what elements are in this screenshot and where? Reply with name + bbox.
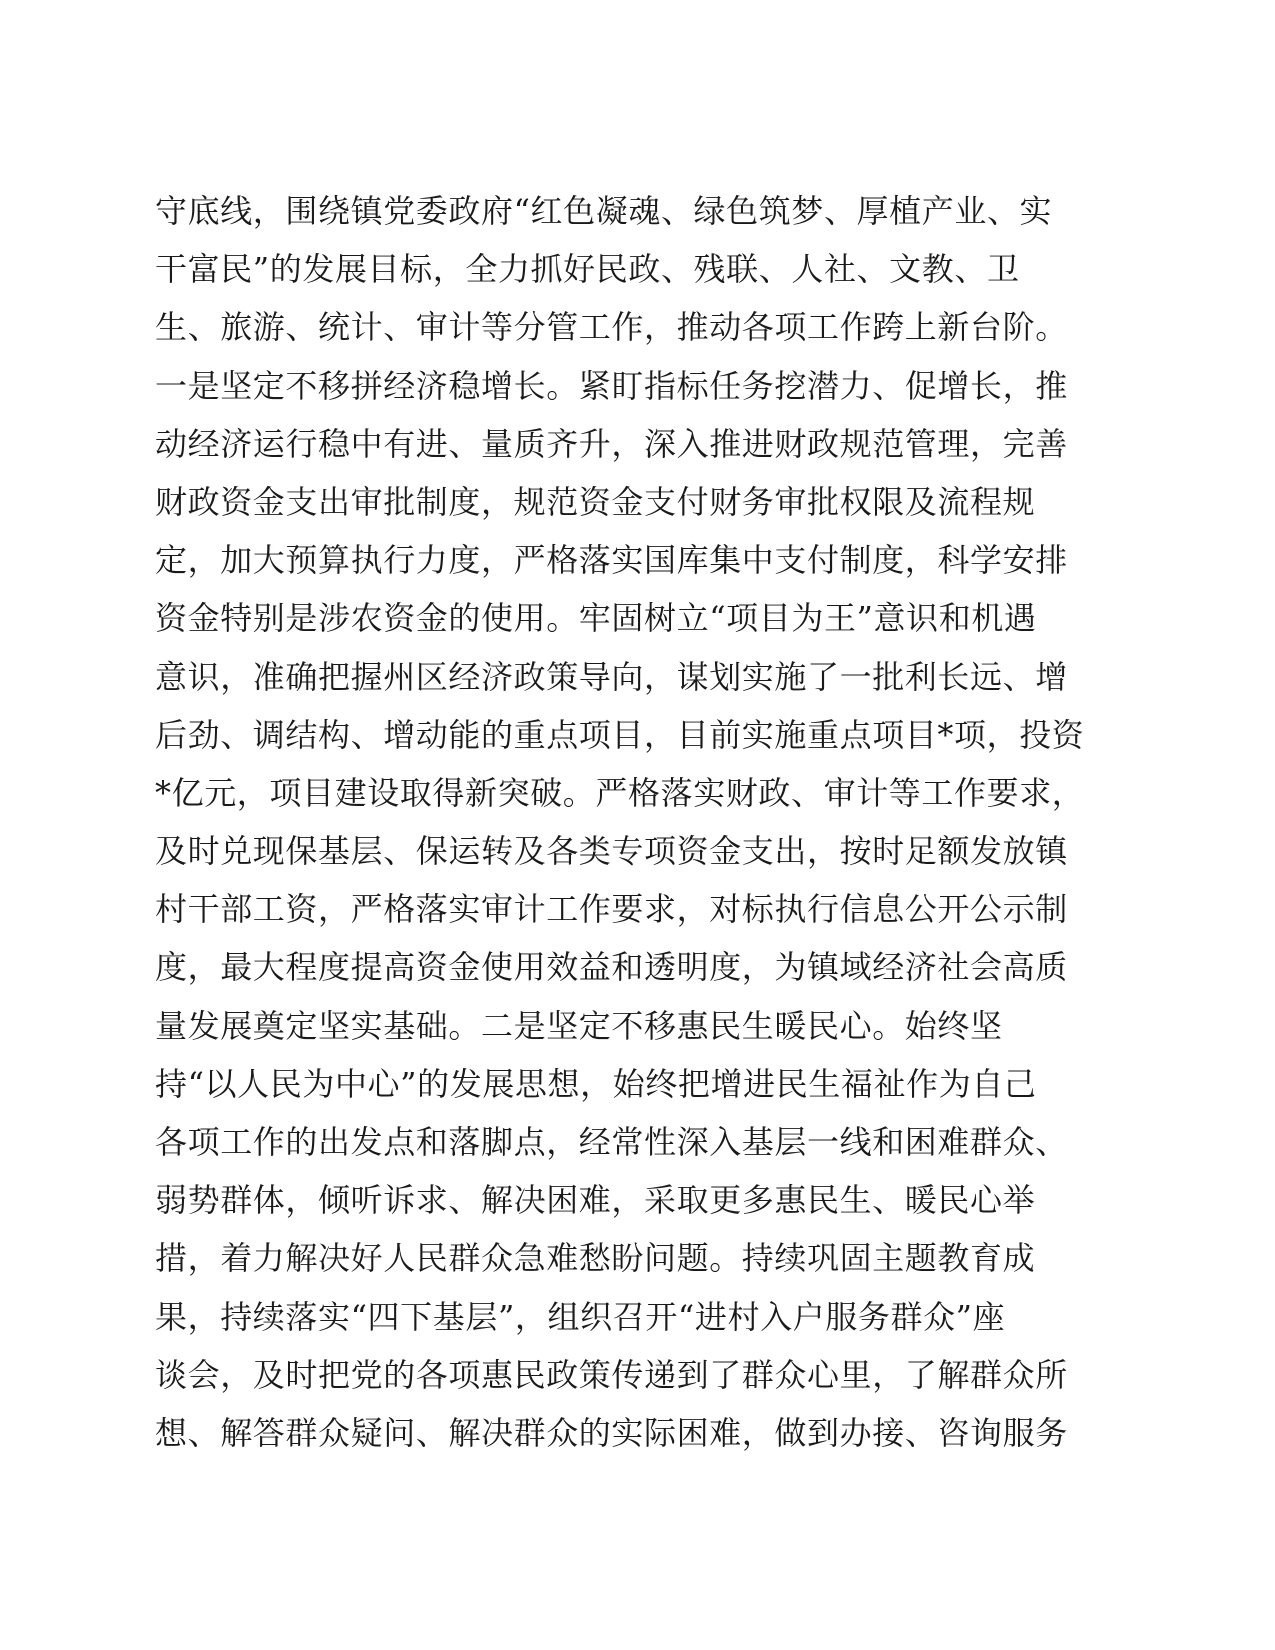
text-line-5: 动经济运行稳中有进、量质齐升，深入推进财政规范管理，完善 — [155, 424, 1068, 463]
text-line-21: 谈会，及时把党的各项惠民政策传递到了群众心里，了解群众所 — [155, 1355, 1068, 1394]
text-line-10: 后劲、调结构、增动能的重点项目，目前实施重点项目*项，投资 — [155, 715, 1085, 754]
text-line-4: 一是坚定不移拼经济稳增长。紧盯指标任务挖潜力、促增长，推 — [155, 366, 1068, 405]
text-line-14: 度，最大程度提高资金使用效益和透明度，为镇域经济社会高质 — [155, 948, 1068, 987]
text-line-7: 定，加大预算执行力度，严格落实国库集中支付制度，科学安排 — [155, 541, 1068, 580]
text-line-22: 想、解答群众疑问、解决群众的实际困难，做到办接、咨询服务 — [155, 1413, 1068, 1452]
text-line-3: 生、旅游、统计、审计等分管工作，推动各项工作跨上新台阶。 — [155, 308, 1068, 347]
text-line-13: 村干部工资，严格落实审计工作要求，对标执行信息公开公示制 — [155, 890, 1068, 929]
text-line-9: 意识，准确把握州区经济政策导向，谋划实施了一批利长远、增 — [155, 657, 1068, 696]
text-line-20: 果，持续落实“四下基层”，组织召开“进村入户服务群众”座 — [155, 1297, 1006, 1336]
text-line-16: 持“以人民为中心”的发展思想，始终把增进民生福祉作为自己 — [155, 1064, 1037, 1103]
text-line-15: 量发展奠定坚实基础。二是坚定不移惠民生暖民心。始终坚 — [155, 1006, 1003, 1045]
text-line-8: 资金特别是涉农资金的使用。牢固树立“项目为王”意识和机遇 — [155, 599, 1037, 638]
text-line-1: 守底线，围绕镇党委政府“红色凝魂、绿色筑梦、厚植产业、实 — [155, 192, 1053, 230]
text-line-12: 及时兑现保基层、保运转及各类专项资金支出，按时足额发放镇 — [155, 832, 1068, 871]
text-line-6: 财政资金支出审批制度，规范资金支付财务审批权限及流程规 — [155, 482, 1036, 521]
text-line-2: 干富民”的发展目标，全力抓好民政、残联、人社、文教、卫 — [155, 250, 1020, 289]
text-line-19: 措，着力解决好人民群众急难愁盼问题。持续巩固主题教育成 — [155, 1239, 1036, 1278]
text-line-17: 各项工作的出发点和落脚点，经常性深入基层一线和困难群众、 — [155, 1123, 1068, 1161]
text-line-18: 弱势群体，倾听诉求、解决困难，采取更多惠民生、暖民心举 — [155, 1181, 1036, 1220]
text-line-11: *亿元，项目建设取得新突破。严格落实财政、审计等工作要求， — [155, 773, 1085, 812]
body-text — [155, 182, 1115, 1462]
